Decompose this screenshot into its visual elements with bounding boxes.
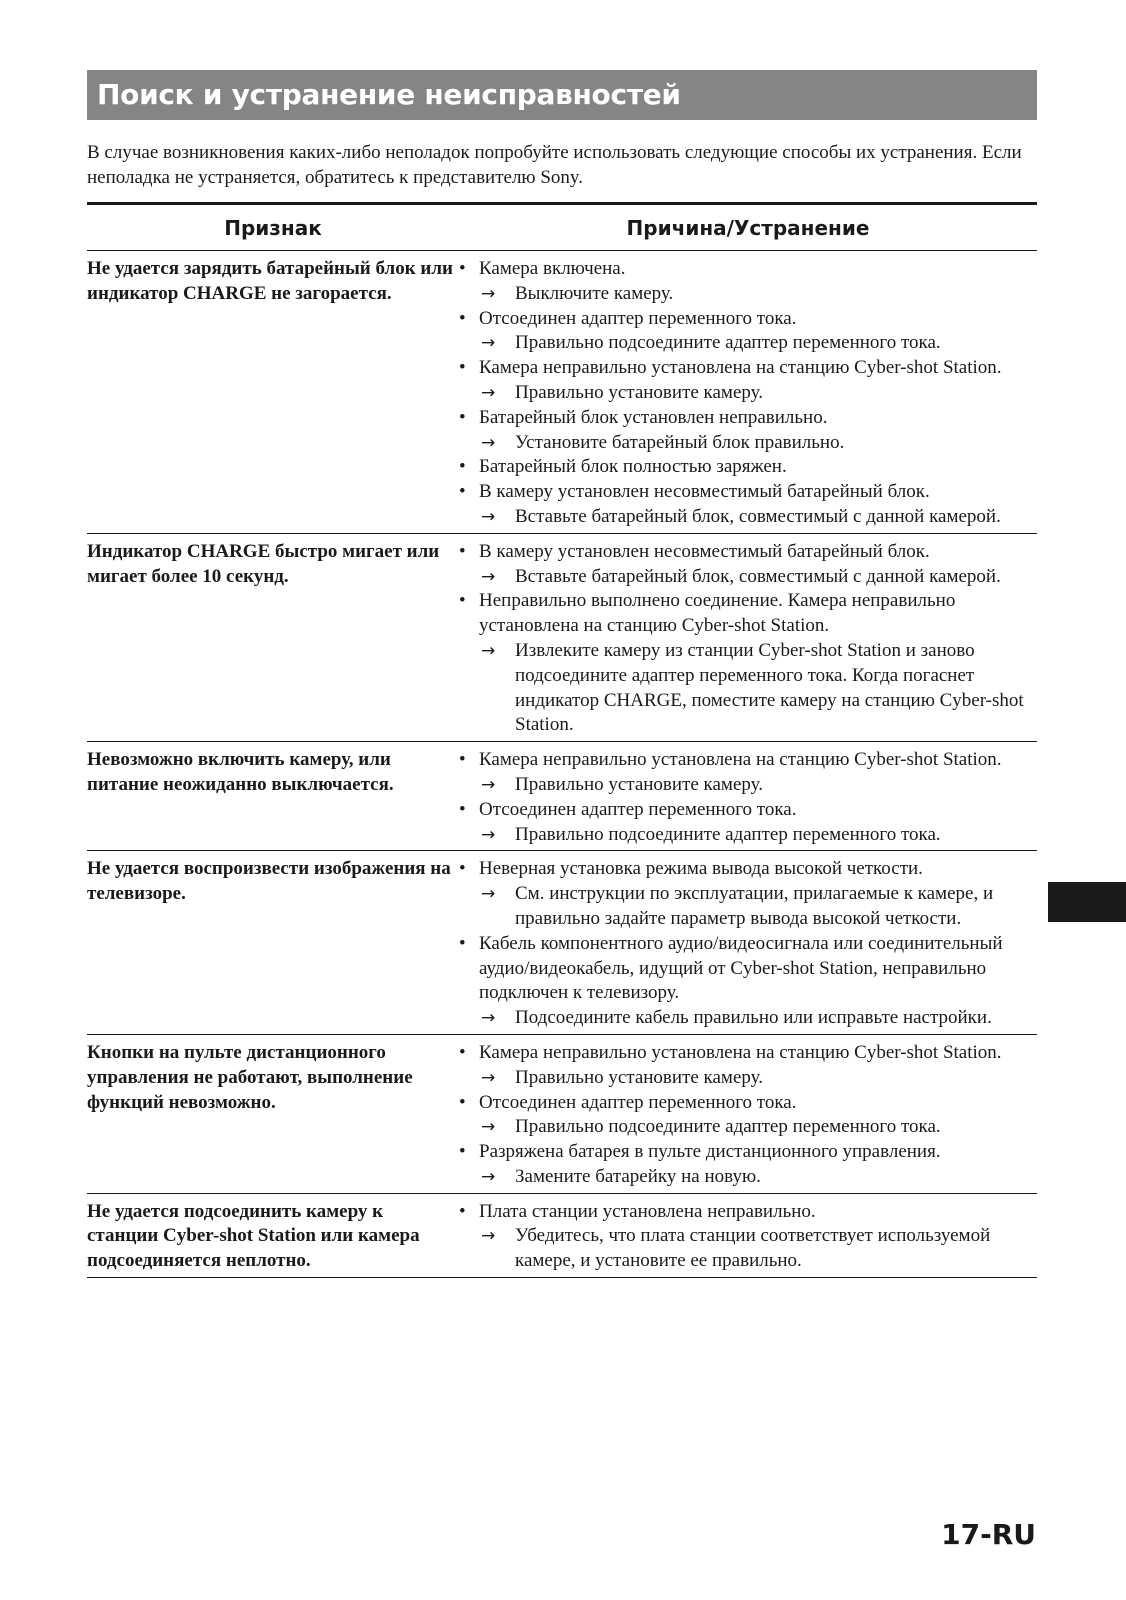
symptom-cell: Кнопки на пульте дистанционного управления не работают, выполнение функций невозможно. [87, 1041, 413, 1113]
cause-cell [459, 540, 1037, 738]
page-title: Поиск и устранение неисправностей [87, 70, 1037, 120]
cause-item: • Плата станции установлена неправильно. [459, 1200, 1037, 1225]
table-header [87, 205, 1037, 251]
solution-item: → Правильно подсоедините адаптер переменного тока. [459, 1115, 1037, 1140]
solution-item: → Правильно подсоедините адаптер переменного тока. [459, 823, 1037, 848]
cause-item: • Камера неправильно установлена на станцию Cyber-shot Station. [459, 1041, 1037, 1066]
cause-cell [459, 1041, 1037, 1190]
solution-item: → Убедитесь, что плата станции соответствует используемой камере, и установите ее правильно. [459, 1224, 1037, 1274]
cause-item: • В камеру установлен несовместимый батарейный блок. [459, 480, 1037, 505]
solution-item: → Извлеките камеру из станции Cyber-shot Station и заново подсоедините адаптер переменного тока. Когда погаснет индикатор CHARGE, поместите камеру на станцию Cyber-shot Station. [459, 639, 1037, 738]
solution-item: → Правильно установите камеру. [459, 773, 1037, 798]
cause-item: • Неверная установка режима вывода высокой четкости. [459, 857, 1037, 882]
header-symptom: Признак [224, 215, 322, 240]
cause-item: • Разряжена батарея в пульте дистанционного управления. [459, 1140, 1037, 1165]
solution-item: → Подсоедините кабель правильно или исправьте настройки. [459, 1006, 1037, 1031]
solution-item: → См. инструкции по эксплуатации, прилагаемые к камере, и правильно задайте параметр вывода высокой четкости. [459, 882, 1037, 932]
symptom-cell: Невозможно включить камеру, или питание неожиданно выключается. [87, 749, 394, 795]
cause-item: • Камера неправильно установлена на станцию Cyber-shot Station. [459, 748, 1037, 773]
cause-item: • Камера включена. [459, 257, 1037, 282]
solution-item: → Выключите камеру. [459, 282, 1037, 307]
cause-cell [459, 748, 1037, 847]
symptom-cell: Не удается воспроизвести изображения на телевизоре. [87, 858, 451, 905]
section-tab-marker [1048, 882, 1126, 922]
symptom-cell: Не удается зарядить батарейный блок или индикатор CHARGE не загорается. [87, 258, 453, 304]
header-cause: Причина/Устранение [626, 215, 870, 240]
troubleshooting-table [87, 202, 1037, 1278]
solution-item: → Вставьте батарейный блок, совместимый с данной камерой. [459, 505, 1037, 530]
cause-item: • Неправильно выполнено соединение. Камера неправильно установлена на станцию Cyber-shot Station. [459, 589, 1037, 639]
cause-item: • Камера неправильно установлена на станцию Cyber-shot Station. [459, 356, 1037, 381]
cause-item: • Отсоединен адаптер переменного тока. [459, 798, 1037, 823]
symptom-cell: Не удается подсоединить камеру к станции Cyber-shot Station или камера подсоединяется неплотно. [87, 1200, 420, 1272]
cause-item: • В камеру установлен несовместимый батарейный блок. [459, 540, 1037, 565]
solution-item: → Правильно установите камеру. [459, 1066, 1037, 1091]
cause-item: • Отсоединен адаптер переменного тока. [459, 1091, 1037, 1116]
solution-item: → Замените батарейку на новую. [459, 1165, 1037, 1190]
table-body [87, 251, 1037, 1278]
solution-item: → Правильно подсоедините адаптер переменного тока. [459, 331, 1037, 356]
cause-item: • Батарейный блок установлен неправильно. [459, 406, 1037, 431]
solution-item: → Установите батарейный блок правильно. [459, 431, 1037, 456]
page-number: 17-RU [941, 1518, 1036, 1551]
cause-item: • Кабель компонентного аудио/видеосигнала или соединительный аудио/видеокабель, идущий от Cyber-shot Station, неправильно подключен к телевизору. [459, 932, 1037, 1006]
table-row [87, 534, 1037, 742]
cause-cell [459, 257, 1037, 530]
intro-paragraph: В случае возникновения каких-либо неполадок попробуйте использовать следующие способы их устранения. Если неполадка не устраняется, обратитесь к представителю Sony. [87, 142, 1022, 188]
table-row [87, 851, 1037, 1035]
table-row [87, 742, 1037, 851]
cause-cell [459, 1200, 1037, 1274]
cause-cell [459, 857, 1037, 1031]
symptom-cell: Индикатор CHARGE быстро мигает или мигает более 10 секунд. [87, 540, 440, 587]
solution-item: → Правильно установите камеру. [459, 381, 1037, 406]
table-row [87, 1035, 1037, 1194]
cause-item: • Батарейный блок полностью заряжен. [459, 455, 1037, 480]
table-row [87, 1194, 1037, 1278]
cause-item: • Отсоединен адаптер переменного тока. [459, 307, 1037, 332]
solution-item: → Вставьте батарейный блок, совместимый с данной камерой. [459, 565, 1037, 590]
table-row [87, 251, 1037, 534]
